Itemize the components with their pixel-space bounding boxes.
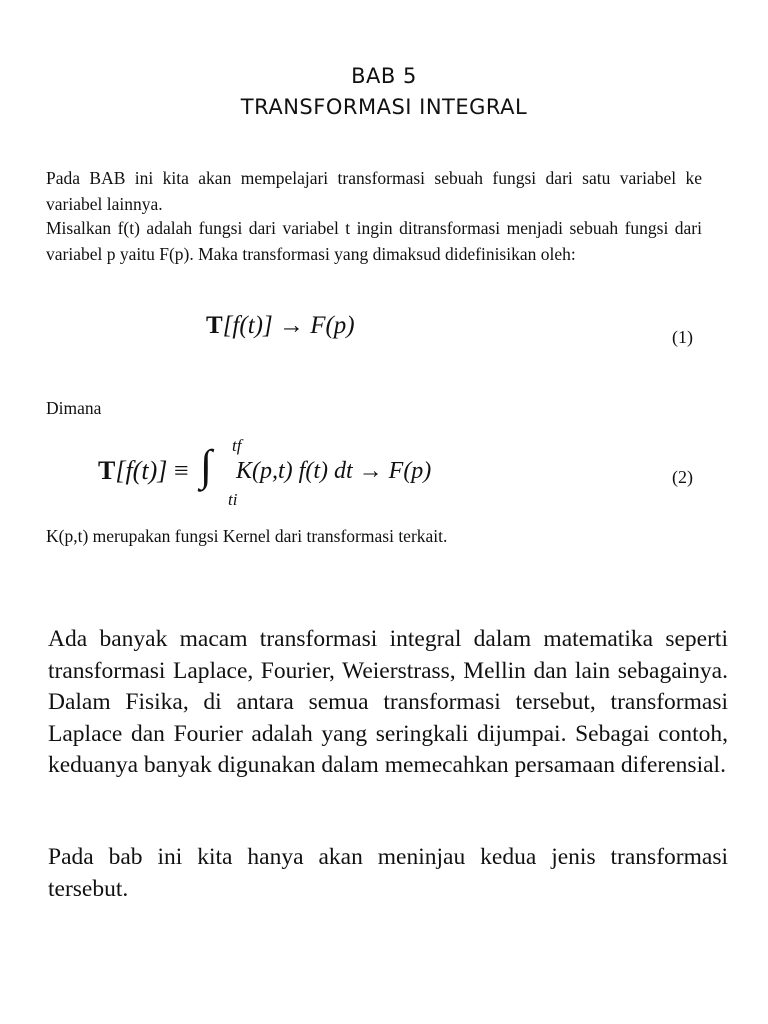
equation-1 (206, 312, 355, 340)
eq2-rhs (236, 458, 431, 485)
eq2-arrow: → (358, 458, 383, 484)
equation-2-number: (2) (672, 467, 693, 487)
intro-paragraph: Pada BAB ini kita akan mempelajari transformasi sebuah fungsi dari satu variabel ke variabel lainnya. (46, 168, 702, 214)
equation-1-number: (1) (672, 327, 693, 347)
eq2-equiv: ≡ (173, 456, 189, 485)
integral-sign: ∫ (200, 441, 213, 490)
eq1-lhs-inner: [f(t)] (222, 312, 273, 339)
definition-paragraph: Misalkan f(t) adalah fungsi dari variabel t ingin ditransformasi menjadi sebuah fungsi dari variabel p yaitu F(p). Maka transformasi yang dimaksud didefinisikan oleh: (46, 218, 702, 264)
lower-limit: ti (228, 490, 238, 509)
eq2-lhs-inner: [f(t)] (115, 456, 168, 485)
upper-limit: tf (232, 436, 242, 455)
kernel-paragraph: K(p,t) merupakan fungsi Kernel dari transformasi terkait. (46, 526, 448, 546)
transforms-overview-paragraph: Ada banyak macam transformasi integral dalam matematika seperti transformasi Laplace, Fourier, Weierstrass, Mellin dan lain sebagainya. Dalam Fisika, di antara semua transformasi tersebut, transformasi Laplace dan Fourier adalah yang seringkali dijumpai. Sebagai contoh, keduanya banyak digunakan dalam memecahkan persamaan diferensial. (48, 626, 728, 778)
transform-operator: T (98, 456, 116, 485)
chapter-title: TRANSFORMASI INTEGRAL (240, 95, 528, 119)
transform-operator: T (206, 312, 223, 339)
eq2-integrand: K(p,t) f(t) dt (236, 458, 353, 484)
chapter-scope-paragraph: Pada bab ini kita hanya akan meninjau kedua jenis transformasi tersebut. (48, 844, 728, 902)
equation-2 (98, 436, 518, 516)
eq1-rhs: F(p) (310, 312, 355, 339)
eq2-result: F(p) (388, 458, 432, 484)
dimana-label: Dimana (46, 398, 102, 418)
eq1-arrow: → (278, 312, 304, 339)
chapter-number: BAB 5 (351, 64, 417, 88)
eq2-lhs (98, 456, 189, 486)
